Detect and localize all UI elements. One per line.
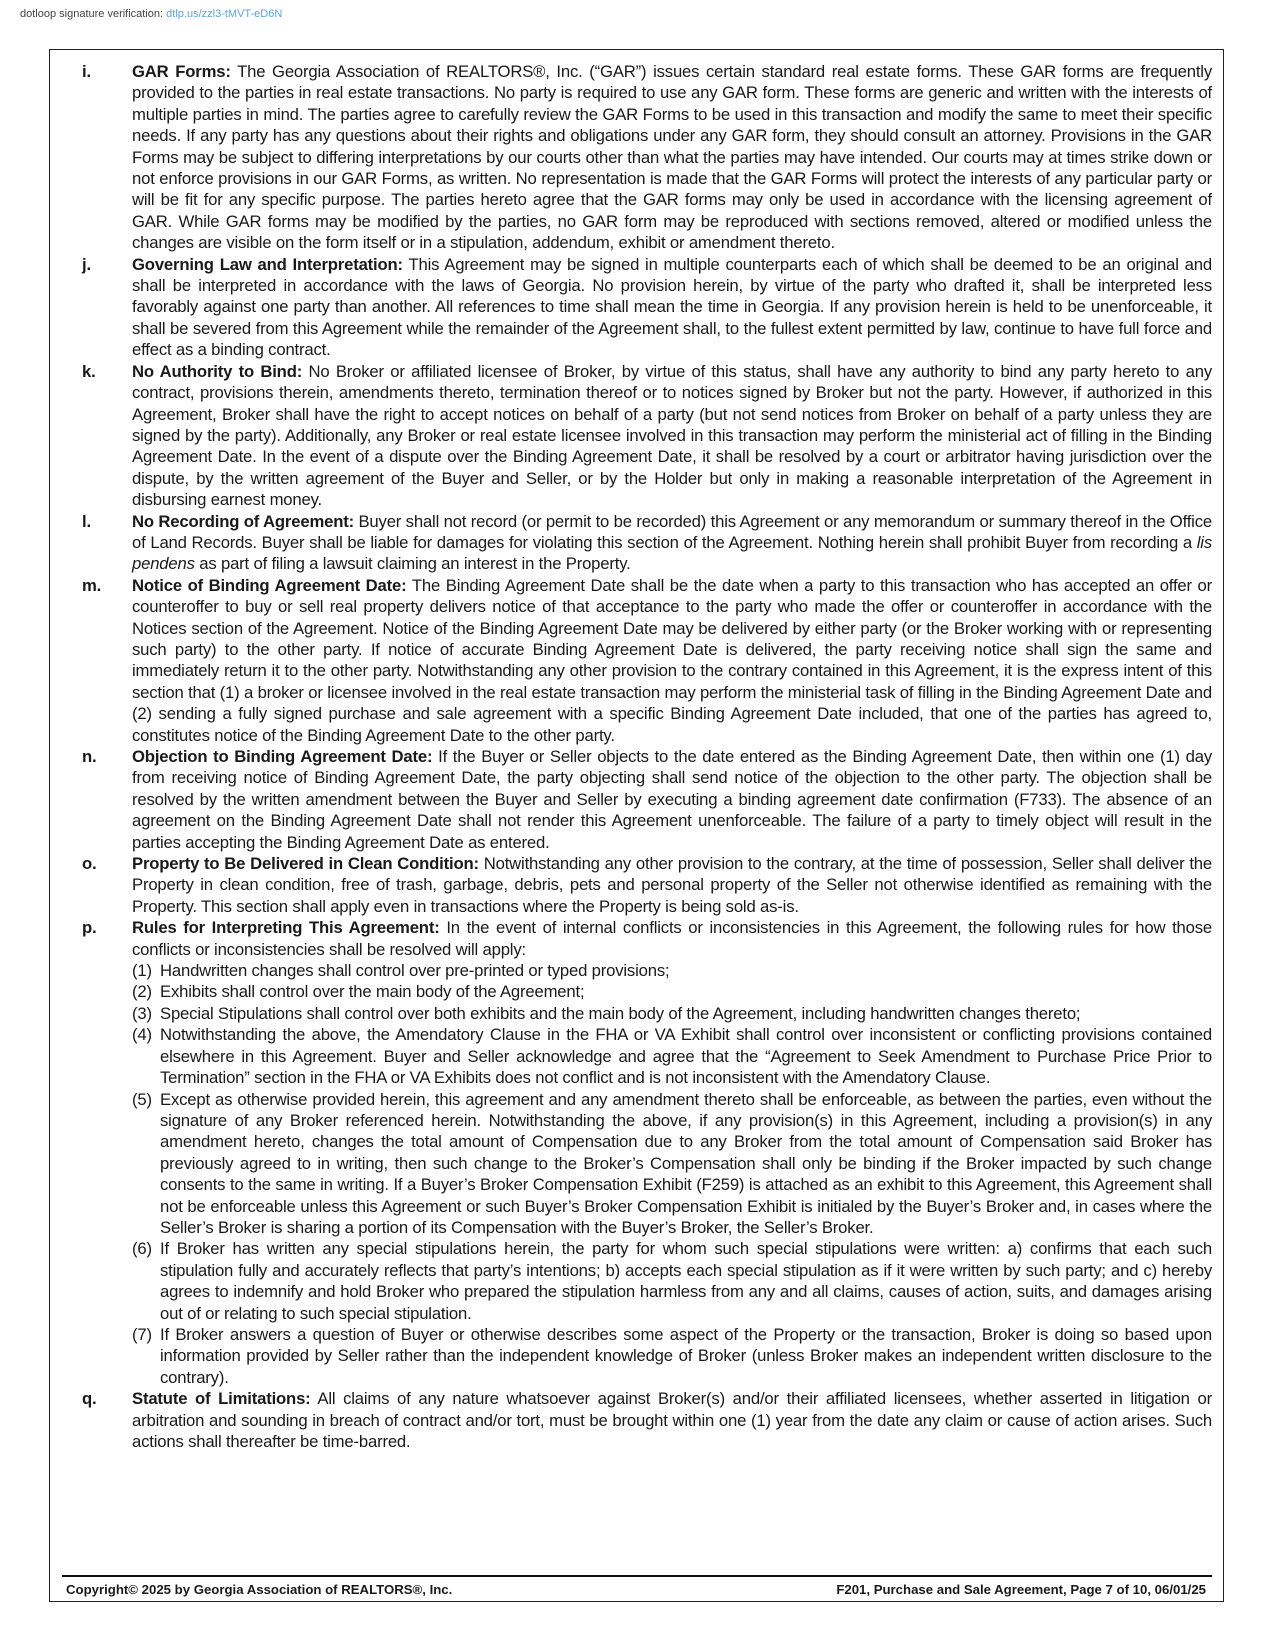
rule-item-1 [132,960,1212,981]
section-letter: k. [82,361,96,381]
section-letter: q. [82,1389,97,1409]
section-letter: m. [82,575,102,595]
section-title: No Authority to Bind: [132,361,303,381]
section-letter: j. [82,254,91,274]
section-title: Rules for Interpreting This Agreement: [132,918,440,938]
section-text: Notwithstanding any other provision to the contrary, at the time of possession, Seller shall deliver the Property in clean condition, free of trash, garbage, debris, pets and personal property of the Seller not otherwise identified as remaining with the Property. This section shall apply even in transactions where the Property is being sold as-is. [132,854,1212,916]
rule-item-2 [132,981,1212,1002]
rule-number: (2) [132,982,152,1002]
rule-text: Exhibits shall control over the main body of the Agreement; [160,982,585,1002]
rule-number: (1) [132,961,152,981]
rule-text: Handwritten changes shall control over pre-printed or typed provisions; [160,961,670,981]
rule-number: (3) [132,1003,152,1023]
rule-number: (5) [132,1089,152,1109]
rule-text: If Broker answers a question of Buyer or otherwise describes some aspect of the Property or the transaction, Broker is doing so based upon information provided by Seller rather than the independent knowledge of Broker (unless Broker makes an independent written disclosure to the contrary). [160,1324,1212,1387]
section-title: Governing Law and Interpretation: [132,254,403,274]
section-letter: l. [82,511,91,531]
rule-number: (4) [132,1025,152,1045]
section-letter: o. [82,854,97,874]
section-text: No Broker or affiliated licensee of Broker, by virtue of this status, shall have any authority to bind any party hereto to any contract, provisions therein, amendments thereto, termination thereof or to notices signed by Broker but not the party. However, if authorized in this Agreement, Broker shall have the right to accept notices on behalf of a party (but not send notices from Broker on behalf of a party unless they are signed by the party). Additionally, any Broker or real estate licensee involved in this transaction may perform the ministerial act of filling in the Binding Agreement Date. In the event of a dispute over the Binding Agreement Date, it shall be resolved by a court or arbitrator having jurisdiction over the dispute, by the written agreement of the Buyer and Seller, or by the Holder but only in making a reasonable interpretation of the Agreement in disbursing earnest money. [132,361,1212,510]
section-title: Property to Be Delivered in Clean Condition: [132,854,479,874]
section-p [82,917,1212,1388]
rule-item-4 [132,1024,1212,1088]
rule-text: If Broker has written any special stipulations herein, the party for whom such special stipulations were written: a) confirms that each such stipulation fully and accurately reflects that party’s intentions; b) accepts each special stipulation as if it were written by such party; and c) hereby agrees to indemnify and hold Broker who prepared the stipulation harmless from any and all claims, causes of action, suits, and damages arising out of or relating to such special stipulation. [160,1239,1212,1323]
section-text: In the event of internal conflicts or inconsistencies in this Agreement, the following rules for how those conflicts or inconsistencies shall be resolved will apply: [132,918,1213,959]
section-title: Statute of Limitations: [132,1389,311,1409]
section-text: All claims of any nature whatsoever against Broker(s) and/or their affiliated licensees, whether asserted in litigation or arbitration and sounding in breach of contract and/or tort, must be brought within one (1) year from the date any claim or cause of action arises. Such actions shall thereafter be time-barred. [132,1389,1212,1451]
footer-copyright: Copyright© 2025 by Georgia Association of REALTORS®, Inc. [66,1582,453,1597]
section-text: If the Buyer or Seller objects to the date entered as the Binding Agreement Date, then within one (1) day from receiving notice of Binding Agreement Date, the party objecting shall send notice of the objection to the other party. The objection shall be resolved by the written amendment between the Buyer and Seller by executing a binding agreement date confirmation (F733). The absence of an agreement on the Binding Agreement Date shall not render this Agreement unenforceable. The failure of a party to timely object will result in the parties accepting the Binding Agreement Date as entered. [132,747,1212,852]
verification-label: dotloop signature verification: [20,8,164,20]
section-m [82,575,1212,746]
verification-link[interactable]: dtlp.us/zzl3-tMVT-eD6N [166,8,283,20]
rule-number: (7) [132,1324,152,1344]
section-letter: p. [82,918,97,938]
section-text: Buyer shall not record (or permit to be recorded) this Agreement or any memorandum or summary thereof in the Office of Land Records. Buyer shall be liable for damages for violating this section of the Agreement. Nothing herein shall prohibit Buyer from recording a [132,511,1212,552]
section-text-continued: as part of filing a lawsuit claiming an interest in the Property. [199,554,631,574]
rule-text: Notwithstanding the above, the Amendatory Clause in the FHA or VA Exhibit shall control over inconsistent or conflicting provisions contained elsewhere in this Agreement. Buyer and Seller acknowledge and agree that the “Agreement to Seek Amendment to Purchase Price Prior to Termination” section in the FHA or VA Exhibits does not conflict and is not inconsistent with the Amendatory Clause. [160,1025,1212,1088]
section-l [82,511,1212,575]
section-title: GAR Forms: [132,62,231,81]
section-j [82,254,1212,361]
rule-item-5 [132,1089,1212,1239]
section-text: The Binding Agreement Date shall be the date when a party to this transaction who has accepted an offer or counteroffer to buy or sell real property delivers notice of that acceptance to the party who made the offer or counteroffer in accordance with the Notices section of the Agreement. Notice of the Binding Agreement Date may be delivered by either party (or the Broker working with or representing such party) to the other party. If notice of accurate Binding Agreement Date is delivered, the party receiving notice shall sign the same and immediately return it to the other party. Notwithstanding any other provision to the contrary contained in this Agreement, it is the express intent of this section that (1) a broker or licensee involved in the real estate transaction may perform the ministerial task of filling in the Binding Agreement Date and (2) sending a fully signed purchase and sale agreement with a specific Binding Agreement Date included, that one of the parties has agreed to, constitutes notice of the Binding Agreement Date to the other party. [132,575,1213,745]
rule-number: (6) [132,1239,152,1259]
section-text: The Georgia Association of REALTORS®, Inc. (“GAR”) issues certain standard real estate forms. These GAR forms are frequently provided to the parties in real estate transactions. No party is required to use any GAR form. These forms are generic and written with the interests of multiple parties in mind. The parties agree to carefully review the GAR Forms to be used in this transaction and modify the same to meet their specific needs. If any party has any questions about their rights and obligations under any GAR form, they should consult an attorney. Provisions in the GAR Forms may be subject to differing interpretations by our courts other than what the parties may have intended. Our courts may at times strike down or not enforce provisions in our GAR Forms, as written. No representation is made that the GAR Forms will protect the interests of any particular party or will be fit for any specific purpose. The parties hereto agree that the GAR forms may only be used in accordance with the licensing agreement of GAR. While GAR forms may be modified by the parties, no GAR form may be reproduced with sections removed, altered or modified unless the changes are visible on the form itself or in a stipulation, addendum, exhibit or amendment thereto. [132,62,1212,253]
section-letter: i. [82,62,91,81]
section-i [82,61,1212,254]
section-text: This Agreement may be signed in multiple counterparts each of which shall be deemed to be an original and shall be interpreted in accordance with the laws of Georgia. No provision herein, by virtue of the party who drafted it, shall be interpreted less favorably against one party than another. All references to time shall mean the time in Georgia. If any provision herein is held to be unenforceable, it shall be severed from this Agreement while the remainder of the Agreement shall, to the fullest extent permitted by law, continue to have full force and effect as a binding contract. [132,254,1212,360]
section-italic-term: lis pendens [132,532,1212,574]
section-k [82,361,1212,511]
section-title: No Recording of Agreement: [132,511,354,531]
rule-text: Special Stipulations shall control over both exhibits and the main body of the Agreement, including handwritten changes thereto; [160,1003,1081,1023]
section-n [82,746,1212,853]
footer-form-info: F201, Purchase and Sale Agreement, Page 7 of 10, 06/01/25 [836,1582,1206,1597]
rule-item-7 [132,1324,1212,1388]
section-title: Notice of Binding Agreement Date: [132,575,407,595]
section-q [82,1388,1212,1452]
section-title: Objection to Binding Agreement Date: [132,747,433,766]
footer-divider [62,1575,1212,1577]
rule-item-3 [132,1003,1212,1024]
section-letter: n. [82,747,97,766]
rule-text: Except as otherwise provided herein, this agreement and any amendment thereto shall be enforceable, as between the parties, even without the signature of any Broker referenced herein. Notwithstanding the above, if any provision(s) in this Agreement, including a provision(s) in any amendment hereto, changes the total amount of Compensation due to any Broker from the total amount of Compensation said Broker has previously agreed to in writing, then such change to the Broker’s Compensation shall only be binding if the Broker impacted by such change consents to the same in writing. If a Buyer’s Broker Compensation Exhibit (F259) is attached as an exhibit to this Agreement, this Agreement shall not be enforceable unless this Agreement or such Buyer’s Broker Compensation Exhibit is initialed by the Buyer’s Broker and, in cases where the Seller’s Broker is sharing a portion of its Compensation with the Buyer’s Broker, the Seller’s Broker. [160,1089,1212,1237]
signature-verification [20,8,282,20]
section-o [82,853,1212,917]
document-body [82,61,1212,1452]
rule-item-6 [132,1238,1212,1324]
